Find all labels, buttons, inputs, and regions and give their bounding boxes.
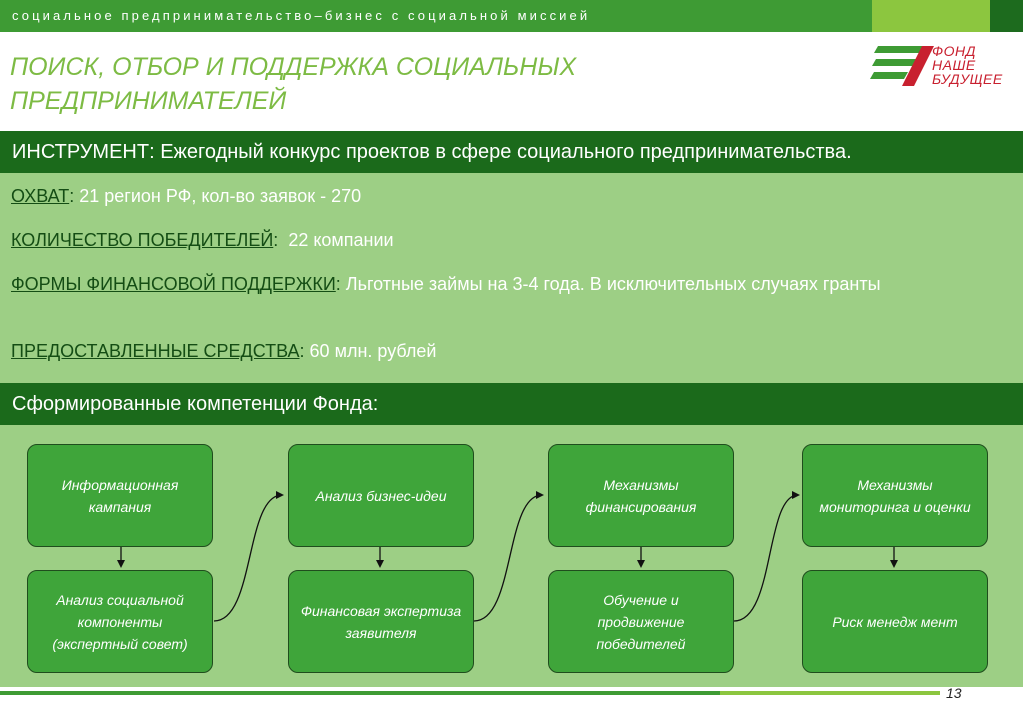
bottom-strip: [0, 687, 1023, 708]
competences-bar: Сформированные компетенции Фонда:: [0, 383, 1023, 425]
funds-value: 60 млн. рублей: [304, 341, 437, 361]
box-social-analysis: Анализ социальной компоненты (экспертный совет): [27, 570, 213, 673]
top-bar-segment-light: [872, 0, 990, 32]
title-line-1: ПОИСК, ОТБОР И ПОДДЕРЖКА СОЦИАЛЬНЫХ: [10, 53, 577, 81]
competences-panel: [0, 425, 1023, 687]
bottom-line-green: [0, 691, 720, 695]
slide-title: [10, 50, 730, 118]
coverage-value: 21 регион РФ, кол-во заявок - 270: [74, 186, 362, 206]
logo-text-line-1: ФОНД: [932, 43, 976, 59]
logo-text-line-3: БУДУЩЕЕ: [932, 71, 1003, 87]
coverage-label: ОХВАТ: [11, 186, 70, 206]
box-business-analysis: Анализ бизнес-идеи: [288, 444, 474, 547]
winners-row: КОЛИЧЕСТВО ПОБЕДИТЕЛЕЙ: 22 компании: [11, 230, 394, 250]
info-panel: [0, 173, 1023, 383]
box-risk-management: Риск менедж мент: [802, 570, 988, 673]
top-slogan-bar: [0, 0, 1023, 32]
slogan-text: социальное предпринимательство–бизнес с социальной миссией: [12, 8, 591, 23]
funds-row: ПРЕДОСТАВЛЕННЫЕ СРЕДСТВА: 60 млн. рублей: [11, 341, 437, 361]
page-number: 13: [946, 685, 962, 701]
funds-label: ПРЕДОСТАВЛЕННЫЕ СРЕДСТВА: [11, 341, 300, 361]
box-financing-mechanisms: Механизмы финансирования: [548, 444, 734, 547]
title-line-2: ПРЕДПРИНИМАТЕЛЕЙ: [10, 87, 287, 115]
forms-row: ФОРМЫ ФИНАНСОВОЙ ПОДДЕРЖКИ: Льготные займы на 3-4 года. В исключительных случаях гранты: [11, 274, 881, 294]
winners-value: 22 компании: [278, 230, 394, 250]
bottom-line-light: [720, 691, 940, 695]
box-financial-expertise: Финансовая экспертиза заявителя: [288, 570, 474, 673]
box-training: Обучение и продвижение победителей: [548, 570, 734, 673]
coverage-row: ОХВАТ: 21 регион РФ, кол-во заявок - 270: [11, 186, 362, 206]
box-monitoring: Механизмы мониторинга и оценки: [802, 444, 988, 547]
winners-label: КОЛИЧЕСТВО ПОБЕДИТЕЛЕЙ: [11, 230, 274, 250]
logo-text-line-2: НАШЕ: [932, 57, 976, 73]
instrument-bar: ИНСТРУМЕНТ: Ежегодный конкурс проектов в сфере социального предпринимательства.: [0, 131, 1023, 173]
forms-label: ФОРМЫ ФИНАНСОВОЙ ПОДДЕРЖКИ: [11, 274, 336, 294]
top-bar-segment-dark: [990, 0, 1023, 32]
forms-value: Льготные займы на 3-4 года. В исключительных случаях гранты: [340, 274, 881, 294]
box-info-campaign: Информационная кампания: [27, 444, 213, 547]
